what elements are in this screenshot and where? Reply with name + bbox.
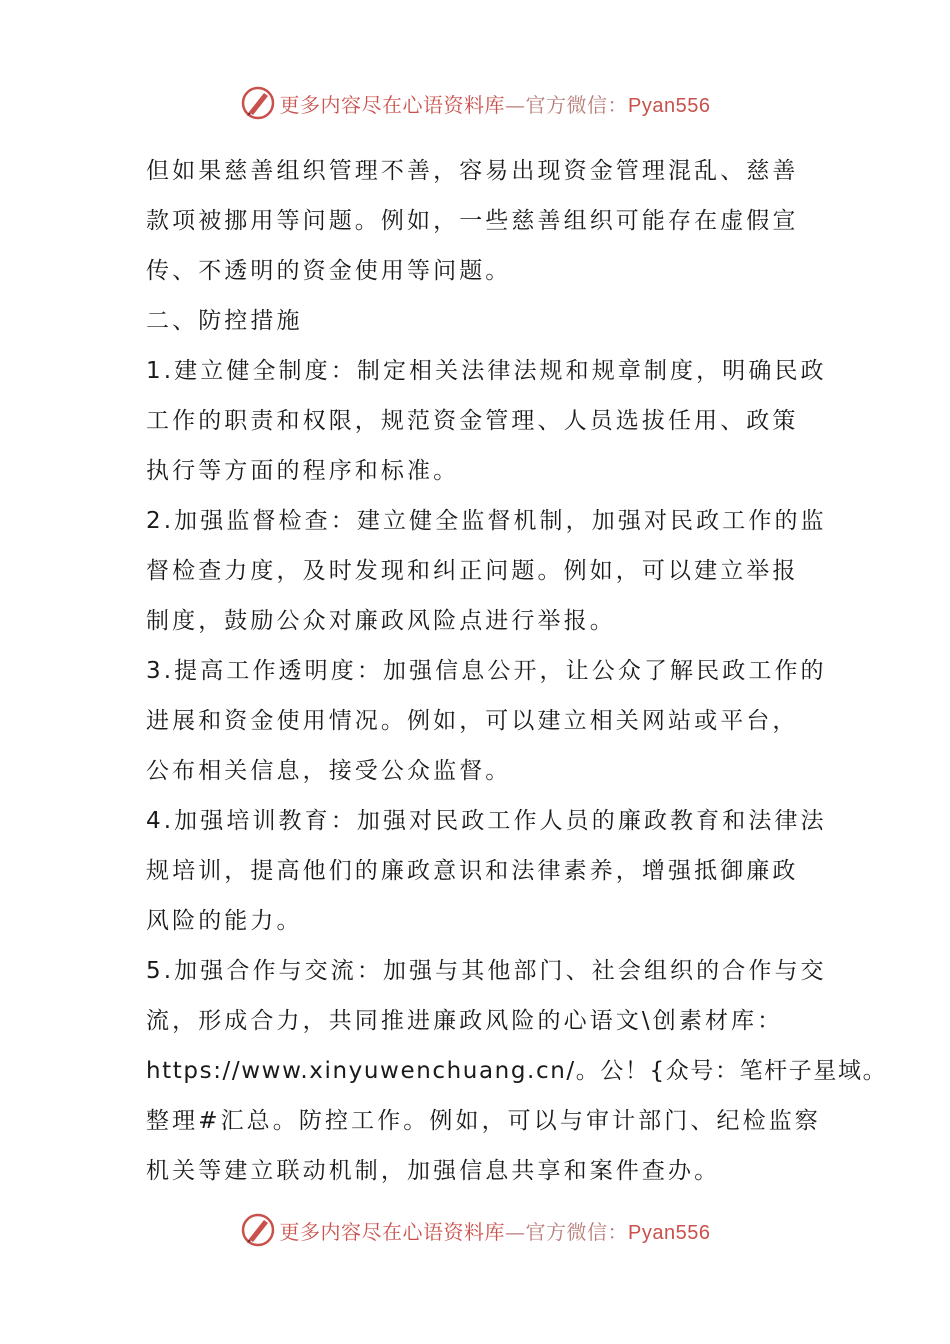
body-line: 风险的能力。 — [146, 908, 303, 934]
body-line: 执行等方面的程序和标准。 — [146, 458, 460, 484]
section-heading: 二、防控措施 — [146, 308, 303, 334]
pen-logo-icon — [240, 1212, 276, 1248]
body-line: 机关等建立联动机制，加强信息共享和案件查办。 — [146, 1158, 721, 1184]
body-line: 3.提高工作透明度：加强信息公开，让公众了解民政工作的 — [146, 658, 827, 684]
body-line: 规培训，提高他们的廉政意识和法律素养，增强抵御廉政 — [146, 858, 799, 884]
body-line: 制度，鼓励公众对廉政风险点进行举报。 — [146, 608, 616, 634]
body-line: 款项被挪用等问题。例如，一些慈善组织可能存在虚假宣 — [146, 208, 799, 234]
header-banner-text: 更多内容尽在心语资料库—官方微信：Pyan556 — [279, 92, 711, 117]
body-line: 5.加强合作与交流：加强与其他部门、社会组织的合作与交 — [146, 958, 827, 984]
body-line: 进展和资金使用情况。例如，可以建立相关网站或平台， — [146, 708, 799, 734]
body-line: 2.加强监督检查：建立健全监督机制，加强对民政工作的监 — [146, 508, 827, 534]
document-body — [146, 146, 888, 1196]
body-line: 公布相关信息，接受公众监督。 — [146, 758, 512, 784]
body-line: 但如果慈善组织管理不善，容易出现资金管理混乱、慈善 — [146, 158, 799, 184]
body-line: 4.加强培训教育：加强对民政工作人员的廉政教育和法律法 — [146, 808, 827, 834]
header-banner — [0, 83, 950, 123]
body-line: 流，形成合力，共同推进廉政风险的心语文\创素材库： — [146, 1008, 784, 1034]
body-line: 督检查力度，及时发现和纠正问题。例如，可以建立举报 — [146, 558, 799, 584]
body-line: 传、不透明的资金使用等问题。 — [146, 258, 512, 284]
body-line: 整理#汇总。防控工作。例如，可以与审计部门、纪检监察 — [146, 1108, 821, 1134]
footer-banner — [0, 1210, 950, 1250]
pen-logo-icon — [240, 85, 276, 121]
body-line-url: https://www.xinyuwenchuang.cn/。公！{众号：笔杆子星域。 — [146, 1058, 888, 1084]
body-line: 工作的职责和权限，规范资金管理、人员选拔任用、政策 — [146, 408, 799, 434]
footer-banner-text: 更多内容尽在心语资料库—官方微信：Pyan556 — [279, 1219, 711, 1244]
body-line: 1.建立健全制度：制定相关法律法规和规章制度，明确民政 — [146, 358, 827, 384]
